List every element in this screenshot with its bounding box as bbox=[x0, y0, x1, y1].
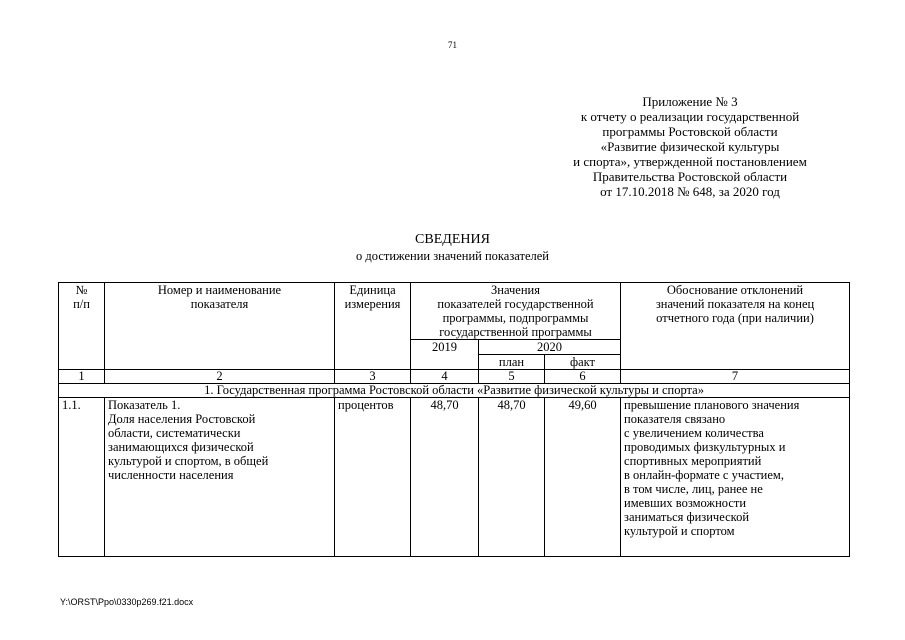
header-name: Номер и наименование показателя bbox=[105, 283, 335, 370]
appendix-line: программы Ростовской области bbox=[602, 124, 778, 139]
appendix-line: и спорта», утвержденной постановлением bbox=[573, 154, 807, 169]
document-heading bbox=[0, 232, 905, 264]
appendix-line: Правительства Ростовской области bbox=[592, 169, 788, 184]
header-fact: факт bbox=[545, 355, 621, 370]
table-row bbox=[59, 398, 850, 557]
column-numbers-row bbox=[59, 370, 850, 384]
row-unit: процентов bbox=[335, 398, 411, 557]
header-row bbox=[59, 283, 850, 340]
header-unit: Единица измерения bbox=[335, 283, 411, 370]
appendix-line: «Развитие физической культуры bbox=[600, 139, 780, 154]
file-path-footer: Y:\ORST\Ppo\0330p269.f21.docx bbox=[60, 597, 194, 607]
header-plan: план bbox=[479, 355, 545, 370]
column-number: 6 bbox=[545, 370, 621, 384]
appendix-block bbox=[540, 94, 840, 199]
row-plan-2020: 48,70 bbox=[479, 398, 545, 557]
appendix-line: Приложение № 3 bbox=[642, 94, 738, 109]
column-number: 3 bbox=[335, 370, 411, 384]
column-number: 7 bbox=[621, 370, 850, 384]
column-number: 2 bbox=[105, 370, 335, 384]
document-title: СВЕДЕНИЯ bbox=[415, 232, 490, 247]
header-year-2020: 2020 bbox=[479, 340, 621, 355]
row-fact-2020: 49,60 bbox=[545, 398, 621, 557]
row-name: Показатель 1. Доля населения Ростовской области, систематически занимающихся физической культурой и спортом, в общей численности населения bbox=[105, 398, 335, 557]
header-year-2019: 2019 bbox=[411, 340, 479, 370]
column-number: 5 bbox=[479, 370, 545, 384]
header-values: Значения показателей государственной программы, подпрограммы государственной программы bbox=[411, 283, 621, 340]
appendix-line: от 17.10.2018 № 648, за 2020 год bbox=[600, 184, 780, 199]
header-num: № п/п bbox=[59, 283, 105, 370]
section-row bbox=[59, 384, 850, 398]
row-value-2019: 48,70 bbox=[411, 398, 479, 557]
section-title: 1. Государственная программа Ростовской области «Развитие физической культуры и спорта» bbox=[59, 384, 850, 398]
indicators-table bbox=[58, 282, 850, 557]
row-num: 1.1. bbox=[59, 398, 105, 557]
column-number: 4 bbox=[411, 370, 479, 384]
page-number: 71 bbox=[448, 40, 457, 50]
document-subtitle: о достижении значений показателей bbox=[356, 249, 549, 263]
appendix-line: к отчету о реализации государственной bbox=[580, 109, 800, 124]
row-justification: превышение планового значения показателя связано с увеличением количества проводимых физкультурных и спортивных мероприятий в онлайн-формате с участием, в том числе, лиц, ранее не имевших возможности заниматься физической культурой и спортом bbox=[621, 398, 850, 557]
header-justification: Обоснование отклонений значений показателя на конец отчетного года (при наличии) bbox=[621, 283, 850, 370]
column-number: 1 bbox=[59, 370, 105, 384]
